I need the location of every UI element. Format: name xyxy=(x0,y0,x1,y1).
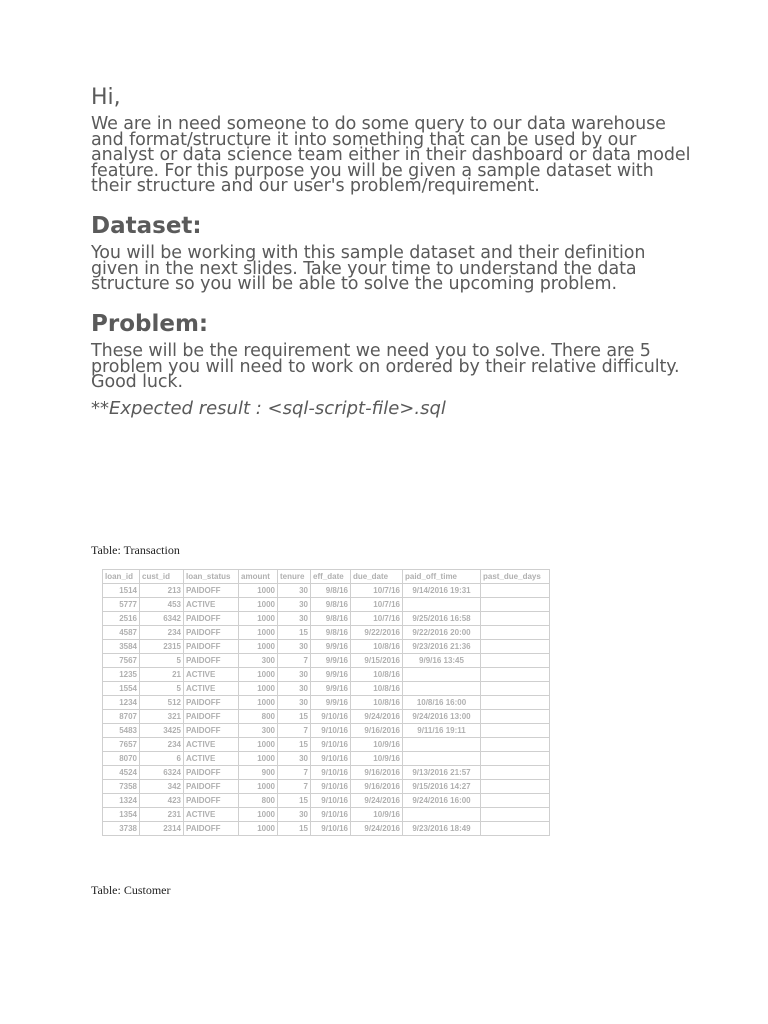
table-cell: 800 xyxy=(239,710,278,724)
column-header-due-date: due_date xyxy=(351,570,403,584)
table-cell: 6 xyxy=(140,752,184,766)
table-row xyxy=(103,696,550,710)
table-cell xyxy=(481,584,550,598)
table-cell: 9/24/2016 xyxy=(351,822,403,836)
table-cell: 30 xyxy=(278,668,311,682)
table-cell: 3425 xyxy=(140,724,184,738)
table-cell: 6342 xyxy=(140,612,184,626)
table-cell: 342 xyxy=(140,780,184,794)
table-cell: 512 xyxy=(140,696,184,710)
table-cell: 9/25/2016 16:58 xyxy=(403,612,481,626)
table-cell: 10/9/16 xyxy=(351,808,403,822)
table-cell xyxy=(481,766,550,780)
table-cell xyxy=(481,640,550,654)
table-cell xyxy=(481,668,550,682)
table-row xyxy=(103,738,550,752)
table-cell: 9/24/2016 13:00 xyxy=(403,710,481,724)
table-cell: 7358 xyxy=(103,780,140,794)
table-cell xyxy=(403,738,481,752)
table-cell: 4587 xyxy=(103,626,140,640)
table-cell: 30 xyxy=(278,752,311,766)
column-header-cust-id: cust_id xyxy=(140,570,184,584)
table-cell: 1000 xyxy=(239,696,278,710)
dataset-paragraph: You will be working with this sample dataset and their definition given in the next slides. Take your time to understand the data structure so you will be able to solve the upcoming problem. xyxy=(91,243,646,294)
table-cell: 9/9/16 xyxy=(311,696,351,710)
table-row xyxy=(103,766,550,780)
table-cell: ACTIVE xyxy=(184,598,239,612)
column-header-tenure: tenure xyxy=(278,570,311,584)
table-cell: PAIDOFF xyxy=(184,780,239,794)
dataset-heading: Dataset: xyxy=(91,213,202,239)
table-cell xyxy=(481,780,550,794)
column-header-paid-off-time: paid_off_time xyxy=(403,570,481,584)
table-cell: 1324 xyxy=(103,794,140,808)
table-cell: ACTIVE xyxy=(184,682,239,696)
table-cell: 9/10/16 xyxy=(311,822,351,836)
table-cell: 8070 xyxy=(103,752,140,766)
table-cell: 1514 xyxy=(103,584,140,598)
table-cell: 800 xyxy=(239,794,278,808)
table-cell: 9/9/16 xyxy=(311,668,351,682)
table-cell: PAIDOFF xyxy=(184,696,239,710)
table-cell: 30 xyxy=(278,598,311,612)
table-cell: 2315 xyxy=(140,640,184,654)
table-cell: 10/9/16 xyxy=(351,738,403,752)
table-cell xyxy=(403,598,481,612)
table-cell: 1000 xyxy=(239,808,278,822)
table-row xyxy=(103,808,550,822)
table-cell: ACTIVE xyxy=(184,668,239,682)
table-cell: 7567 xyxy=(103,654,140,668)
table-cell: 10/8/16 xyxy=(351,682,403,696)
table-cell: 1000 xyxy=(239,752,278,766)
column-header-amount: amount xyxy=(239,570,278,584)
table-cell xyxy=(403,808,481,822)
greeting: Hi, xyxy=(91,85,121,110)
table-cell: ACTIVE xyxy=(184,752,239,766)
table-cell: 423 xyxy=(140,794,184,808)
table-row xyxy=(103,612,550,626)
table-cell: 9/22/2016 xyxy=(351,626,403,640)
table-cell: 10/8/16 xyxy=(351,696,403,710)
table-cell: 9/10/16 xyxy=(311,710,351,724)
table-cell: 9/9/16 xyxy=(311,640,351,654)
table-cell: 30 xyxy=(278,584,311,598)
table-cell: 30 xyxy=(278,682,311,696)
table-cell: 1000 xyxy=(239,738,278,752)
column-header-loan-status: loan_status xyxy=(184,570,239,584)
table-cell: PAIDOFF xyxy=(184,794,239,808)
table-cell xyxy=(481,696,550,710)
table-cell: 9/9/16 xyxy=(311,654,351,668)
table-cell: 1000 xyxy=(239,598,278,612)
table-cell: 1235 xyxy=(103,668,140,682)
table-cell: 8707 xyxy=(103,710,140,724)
table-cell: 213 xyxy=(140,584,184,598)
table-cell: 10/9/16 xyxy=(351,752,403,766)
table-cell: 15 xyxy=(278,738,311,752)
table-cell: 1234 xyxy=(103,696,140,710)
table-cell: 9/15/2016 14:27 xyxy=(403,780,481,794)
column-header-loan-id: loan_id xyxy=(103,570,140,584)
table-cell: 453 xyxy=(140,598,184,612)
table-cell: 9/9/16 13:45 xyxy=(403,654,481,668)
table-cell xyxy=(481,808,550,822)
table-cell: PAIDOFF xyxy=(184,654,239,668)
table-cell: 9/16/2016 xyxy=(351,766,403,780)
table-cell: 9/14/2016 19:31 xyxy=(403,584,481,598)
table-cell xyxy=(481,654,550,668)
table-row xyxy=(103,640,550,654)
table-cell: PAIDOFF xyxy=(184,584,239,598)
table-cell: 231 xyxy=(140,808,184,822)
table-cell: 234 xyxy=(140,626,184,640)
table-cell: 21 xyxy=(140,668,184,682)
table-row xyxy=(103,668,550,682)
table-cell: 9/10/16 xyxy=(311,766,351,780)
table-cell xyxy=(481,626,550,640)
table-cell xyxy=(481,752,550,766)
table-cell xyxy=(481,738,550,752)
table-cell: 9/10/16 xyxy=(311,724,351,738)
table-cell xyxy=(481,822,550,836)
problem-paragraph: These will be the requirement we need you to solve. There are 5 problem you will need to work on ordered by their relative difficulty. Good luck. xyxy=(91,341,680,392)
table-cell: 9/8/16 xyxy=(311,584,351,598)
table-cell: 9/24/2016 xyxy=(351,710,403,724)
table-cell: PAIDOFF xyxy=(184,766,239,780)
table-row xyxy=(103,752,550,766)
table-cell: 1000 xyxy=(239,780,278,794)
table-row xyxy=(103,598,550,612)
table-row xyxy=(103,724,550,738)
table-cell xyxy=(481,612,550,626)
table-cell: 5 xyxy=(140,654,184,668)
table-cell xyxy=(481,794,550,808)
table-cell: 15 xyxy=(278,710,311,724)
table-cell: 3738 xyxy=(103,822,140,836)
table-cell xyxy=(481,724,550,738)
table-cell xyxy=(481,710,550,724)
column-header-eff-date: eff_date xyxy=(311,570,351,584)
table-cell: 3584 xyxy=(103,640,140,654)
table-row xyxy=(103,654,550,668)
table-cell: 15 xyxy=(278,794,311,808)
table-cell: 1000 xyxy=(239,668,278,682)
table-row xyxy=(103,822,550,836)
table-cell: 300 xyxy=(239,654,278,668)
table-cell: 10/7/16 xyxy=(351,584,403,598)
table-cell: 7 xyxy=(278,780,311,794)
table-cell: 9/16/2016 xyxy=(351,724,403,738)
table-cell: 1000 xyxy=(239,626,278,640)
table-cell: 7 xyxy=(278,654,311,668)
table-row xyxy=(103,794,550,808)
table-cell: 6324 xyxy=(140,766,184,780)
table-row xyxy=(103,584,550,598)
table-cell: 10/7/16 xyxy=(351,598,403,612)
table-cell: 15 xyxy=(278,822,311,836)
table-cell: 9/23/2016 18:49 xyxy=(403,822,481,836)
table-cell: PAIDOFF xyxy=(184,822,239,836)
table-cell: ACTIVE xyxy=(184,808,239,822)
table-cell xyxy=(403,682,481,696)
table-header-row xyxy=(103,570,550,584)
table-cell: 1354 xyxy=(103,808,140,822)
table-cell: PAIDOFF xyxy=(184,710,239,724)
table-cell: 9/24/2016 16:00 xyxy=(403,794,481,808)
table-cell: 900 xyxy=(239,766,278,780)
table-cell: 9/10/16 xyxy=(311,808,351,822)
table-cell: 234 xyxy=(140,738,184,752)
table-cell: PAIDOFF xyxy=(184,724,239,738)
table-cell: 7657 xyxy=(103,738,140,752)
table-cell: 1554 xyxy=(103,682,140,696)
table-cell: 1000 xyxy=(239,612,278,626)
table-cell: 300 xyxy=(239,724,278,738)
transaction-table-caption: Table: Transaction xyxy=(91,543,180,557)
table-row xyxy=(103,626,550,640)
table-cell xyxy=(403,752,481,766)
table-cell: 321 xyxy=(140,710,184,724)
table-cell: PAIDOFF xyxy=(184,626,239,640)
problem-heading: Problem: xyxy=(91,311,209,337)
table-cell: 2516 xyxy=(103,612,140,626)
table-cell: 9/9/16 xyxy=(311,682,351,696)
table-cell: 1000 xyxy=(239,640,278,654)
table-row xyxy=(103,710,550,724)
table-cell: ACTIVE xyxy=(184,738,239,752)
table-cell: 7 xyxy=(278,724,311,738)
table-cell: 1000 xyxy=(239,682,278,696)
table-cell: 9/16/2016 xyxy=(351,780,403,794)
table-cell: PAIDOFF xyxy=(184,640,239,654)
table-cell xyxy=(403,668,481,682)
table-cell: 10/8/16 xyxy=(351,640,403,654)
table-cell: 30 xyxy=(278,696,311,710)
customer-table-caption: Table: Customer xyxy=(91,883,171,897)
table-cell: 9/11/16 19:11 xyxy=(403,724,481,738)
table-cell: 30 xyxy=(278,640,311,654)
expected-result: **Expected result : <sql-script-file>.sql xyxy=(91,398,446,419)
table-cell: 9/10/16 xyxy=(311,738,351,752)
table-cell: 1000 xyxy=(239,822,278,836)
table-cell: 9/24/2016 xyxy=(351,794,403,808)
table-cell: 9/10/16 xyxy=(311,794,351,808)
table-cell: 2314 xyxy=(140,822,184,836)
table-cell: 9/23/2016 21:36 xyxy=(403,640,481,654)
table-cell: PAIDOFF xyxy=(184,612,239,626)
table-cell: 4524 xyxy=(103,766,140,780)
transaction-table xyxy=(102,569,550,836)
table-cell: 10/8/16 xyxy=(351,668,403,682)
table-cell: 9/8/16 xyxy=(311,598,351,612)
table-cell: 1000 xyxy=(239,584,278,598)
table-cell: 9/10/16 xyxy=(311,780,351,794)
table-cell: 9/13/2016 21:57 xyxy=(403,766,481,780)
table-cell: 10/8/16 16:00 xyxy=(403,696,481,710)
table-cell xyxy=(481,598,550,612)
table-cell: 5 xyxy=(140,682,184,696)
table-cell: 9/10/16 xyxy=(311,752,351,766)
table-cell: 5483 xyxy=(103,724,140,738)
table-body xyxy=(103,584,550,836)
table-cell: 7 xyxy=(278,766,311,780)
table-cell: 9/8/16 xyxy=(311,626,351,640)
table-row xyxy=(103,682,550,696)
table-row xyxy=(103,780,550,794)
intro-paragraph: We are in need someone to do some query to our data warehouse and format/structure it into something that can be used by our analyst or data science team either in their dashboard or data model feature. For this purpose you will be given a sample dataset with their structure and our user's problem/requirement. xyxy=(91,114,691,196)
column-header-past-due-days: past_due_days xyxy=(481,570,550,584)
table-cell: 5777 xyxy=(103,598,140,612)
table-cell: 15 xyxy=(278,626,311,640)
table-cell: 9/15/2016 xyxy=(351,654,403,668)
table-cell: 9/8/16 xyxy=(311,612,351,626)
table-cell: 10/7/16 xyxy=(351,612,403,626)
table-cell: 30 xyxy=(278,808,311,822)
table-cell: 9/22/2016 20:00 xyxy=(403,626,481,640)
table-cell xyxy=(481,682,550,696)
table-cell: 30 xyxy=(278,612,311,626)
